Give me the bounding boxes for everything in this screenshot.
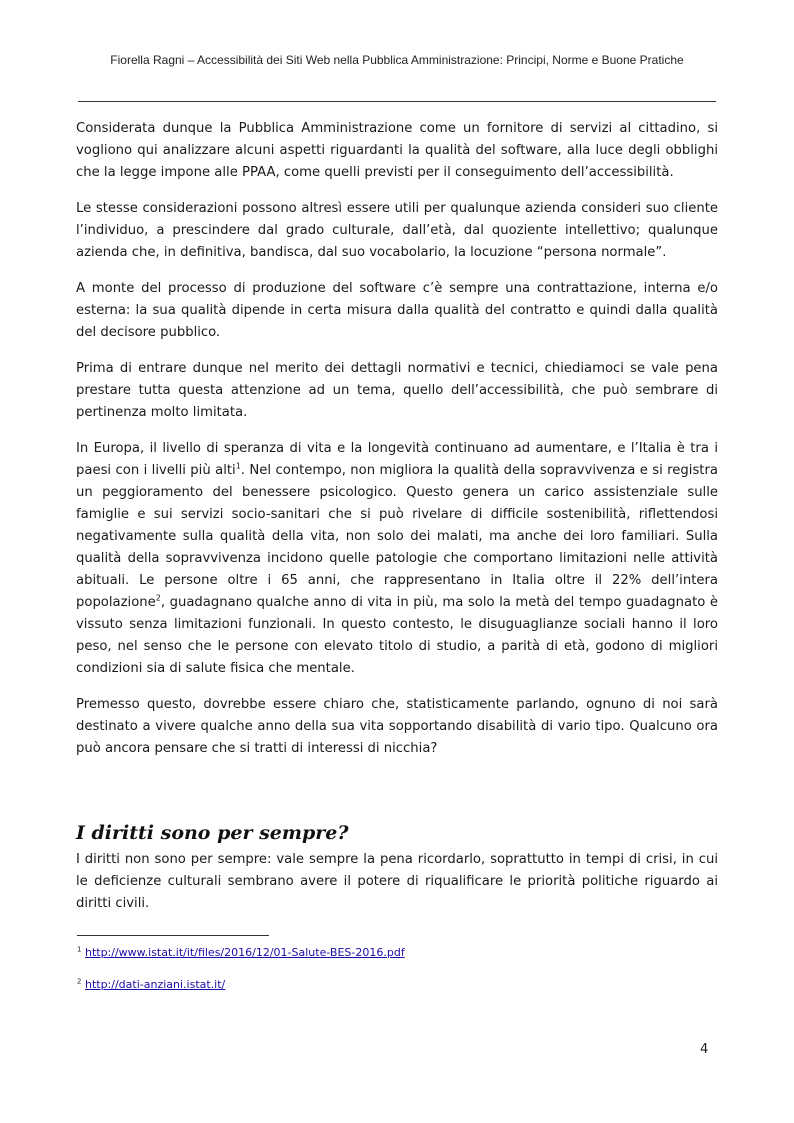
footnote-ref-1[interactable]: 1	[235, 461, 241, 471]
body-text	[76, 118, 718, 760]
paragraph-6: Premesso questo, dovrebbe essere chiaro che, statisticamente parlando, ognuno di noi sarà destinato a vivere qualche anno della sua vita sopportando disabilità di vario tipo. Qualcuno ora può ancora pensare che si tratti di interessi di nicchia?	[76, 697, 718, 756]
paragraph-1: Considerata dunque la Pubblica Amministrazione come un fornitore di servizi al cittadino, si vogliono qui analizzare alcuni aspetti riguardanti la qualità del software, alla luce degli obblighi che la legge impone alle PPAA, come quelli previsti per il conseguimento dell’accessibilità.	[76, 121, 718, 180]
section-heading: I diritti sono per sempre?	[76, 822, 349, 844]
running-header: Fiorella Ragni – Accessibilità dei Siti Web nella Pubblica Amministrazione: Principi, Norme e Buone Pratiche	[110, 53, 684, 67]
footnote-number: 2	[77, 977, 82, 986]
header-divider	[78, 101, 716, 102]
section-paragraph: I diritti non sono per sempre: vale sempre la pena ricordarlo, soprattutto in tempi di crisi, in cui le deficienze culturali sembrano avere il potere di riqualificare le priorità politiche riguardo ai diritti civili.	[76, 852, 718, 911]
footnote-2	[77, 978, 225, 991]
paragraph-5	[76, 438, 718, 680]
paragraph-5-part-b: . Nel contempo, non migliora la qualità della sopravvivenza e si registra un peggioramento del benessere psicologico. Questo genera un carico assistenziale sulle famiglie e sui servizi socio-sanitari che si può rivelare di difficile sostenibilità, riflettendosi negativamente sulla qualità della vita, non solo dei malati, ma anche dei loro familiari. Sulla qualità della sopravvivenza incidono quelle patologie che comportano limitazioni nelle attività abituali. Le persone oltre i 65 anni, che rappresentano in Italia oltre il 22% dell’intera popolazione	[76, 463, 718, 610]
paragraph-5-part-a: In Europa, il livello di speranza di vita e la longevità continuano ad aumentare, e l’Italia è tra i paesi con i livelli più alti	[76, 441, 718, 478]
footnote-divider	[77, 935, 269, 936]
page-number: 4	[700, 1042, 709, 1057]
paragraph-2: Le stesse considerazioni possono altresì essere utili per qualunque azienda consideri suo cliente l’individuo, a prescindere dal grado culturale, dall’età, dal quoziente intellettivo; qualunque azienda che, in definitiva, bandisca, dal suo vocabolario, la locuzione “persona normale”.	[76, 201, 718, 260]
paragraph-5-part-c: , guadagnano qualche anno di vita in più, ma solo la metà del tempo guadagnato è vissuto senza limitazioni funzionali. In questo contesto, le disuguaglianze sociali hanno il loro peso, nel senso che le persone con elevato titolo di studio, a parità di età, godono di migliori condizioni sia di salute fisica che mentale.	[76, 595, 718, 676]
footnote-1	[77, 946, 405, 959]
paragraph-4: Prima di entrare dunque nel merito dei dettagli normativi e tecnici, chiediamoci se vale pena prestare tutta questa attenzione ad un tema, quello dell’accessibilità, che può sembrare di pertinenza molto limitata.	[76, 361, 718, 420]
footnote-link[interactable]: http://dati-anziani.istat.it/	[84, 978, 226, 991]
footnote-link[interactable]: http://www.istat.it/it/files/2016/12/01-Salute-BES-2016.pdf	[84, 946, 405, 959]
paragraph-3: A monte del processo di produzione del software c’è sempre una contrattazione, interna e/o esterna: la sua qualità dipende in certa misura dalla qualità del contratto e quindi dalla qualità del decisore pubblico.	[76, 281, 718, 340]
footnote-number: 1	[77, 945, 82, 954]
footnote-ref-2[interactable]: 2	[155, 593, 161, 603]
